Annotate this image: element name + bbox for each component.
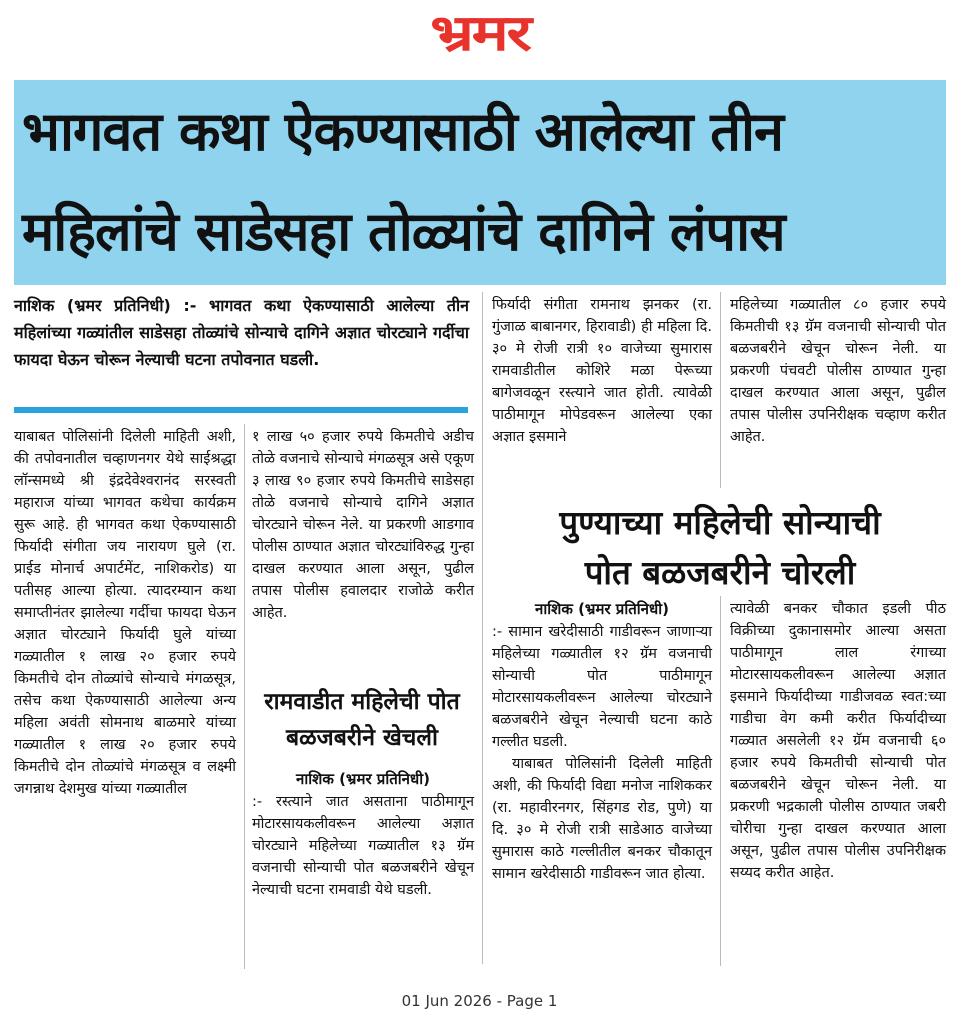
- article2-column-4: [730, 294, 946, 448]
- headline-banner: [14, 80, 946, 285]
- article1-column-2: [252, 426, 474, 624]
- article3-title-line-1: पुण्याच्या महिलेची सोन्याची: [559, 503, 881, 542]
- article3-col1b-text: याबाबत पोलिसांनी दिलेली माहिती अशी, की फिर्यादी विद्या मनोज नाशिककर (रा. महावीरनगर, सिंहगड रोड, पुणे) या दि. ३० मे रोजी रात्री साडेआठ वाजेच्या सुमारास काठे गल्लीतील बनकर चौकातून सामान खरेदीसाठी गाडीवरून जात होत्या.: [492, 756, 712, 882]
- column-rule: [720, 292, 721, 488]
- article2-column-3: [492, 294, 712, 448]
- article3-col2-text: त्यावेळी बनकर चौकात इडली पीठ विक्रीच्या दुकानासमोर आल्या असता पाठीमागून लाल रंगाच्या मोटारसायकलीवरून आलेल्या अज्ञात इसमाने फिर्यादीच्या गाडीजवळ स्वत:च्या गाडीचा वेग कमी करीत फिर्यादीच्या गळ्यात असलेली १२ ग्रॅम वजनाची ६० हजार रुपये किमतीची सोन्याची पोत बळजबरीने खेचून चोरून नेली. या प्रकरणी भद्रकाली पोलीस ठाण्यात जबरी चोरीचा गुन्हा दाखल करण्यात आला असून, पुढील तपास पोलीस उपनिरीक्षक सय्यद करीत आहेत.: [730, 601, 946, 881]
- article3-title: [480, 498, 959, 598]
- column-rule: [244, 424, 245, 969]
- article3-dateline: नाशिक (भ्रमर प्रतिनिधी): [535, 600, 669, 618]
- article2-lead-text: :- रस्त्याने जात असताना पाठीमागून मोटारसायकलीवरून आलेल्या अज्ञात चोरट्याने महिलेच्या गळ्यातील १३ ग्रॅम वजनाची सोन्याची पोत बळजबरीने खेचून नेल्याची घटना रामवाडी येथे घडली.: [252, 794, 474, 898]
- article3-title-line-2: पोत बळजबरीने चोरली: [584, 553, 856, 592]
- article3-col1-text: :- सामान खरेदीसाठी गाडीवरून जाणाऱ्या महिलेच्या गळ्यातील १२ ग्रॅम वजनाची सोन्याची पोत पाठीमागून मोटारसायकलीवरून आलेल्या चोरट्याने बळजबरीने खेचून नेल्याची घटना काठे गल्लीत घडली.: [492, 624, 712, 750]
- lead-paragraph: [14, 292, 469, 373]
- article1-col1-text: याबाबत पोलिसांनी दिलेली माहिती अशी, की तपोवनातील चव्हाणनगर येथे साईश्रद्धा लॉन्समध्ये श्री इंद्रदेवेश्वरानंद सरस्वती महाराज यांच्या भागवत कथेचा कार्यक्रम सुरू आहे. ही भागवत कथा ऐकण्यासाठी फिर्यादी संगीता जय नारायण घुले (रा. प्राईड मोनार्च अपार्टमेंट, नाशिकरोड) या पतीसह आल्या होत्या. त्यादरम्यान कथा समाप्तीनंतर झालेल्या गर्दीचा फायदा घेऊन अज्ञात चोरट्याने फिर्यादी घुले यांच्या गळ्यातील १ लाख २० हजार रुपये किमतीचे दोन तोळ्यांचे सोन्याचे मंगळसूत्र, तसेच कथा ऐकण्यासाठी आलेल्या अन्य महिला अवंती सोमनाथ बाळमारे यांच्या गळ्यातील १ लाख २० हजार रुपये किमतीचे दोन तोळ्यांचे मंगळसूत्र व लक्ष्मी जगन्नाथ देशमुख यांच्या गळ्यातील: [14, 429, 236, 797]
- article1-col2-text: १ लाख ५० हजार रुपये किमतीचे अडीच तोळे वजनाचे सोन्याचे मंगळसूत्र असे एकूण ३ लाख ९० हजार रुपये किमतीचे साडेसहा तोळे वजनाचे सोन्याचे दागिने अज्ञात चोरट्याने चोरून नेले. या प्रकरणी आडगाव पोलीस ठाण्यात अज्ञात चोरट्यांविरुद्ध गुन्हा दाखल करण्यात आला असून, पुढील तपास पोलीस हवालदार राजोळे करीत आहेत.: [252, 429, 474, 621]
- article3-column-2: [730, 598, 946, 884]
- article2-lead-column: [252, 768, 474, 901]
- column-rule: [482, 292, 483, 964]
- lead-dateline: नाशिक (भ्रमर प्रतिनिधी) :-: [14, 296, 197, 315]
- lead-text: भागवत कथा ऐकण्यासाठी आलेल्या तीन महिलांच्या गळ्यांतील साडेसहा तोळ्यांचे सोन्याचे दागिने अज्ञात चोरट्याने गर्दीचा फायदा घेऊन चोरून नेल्याची घटना तपोवनात घडली.: [14, 296, 469, 369]
- article1-column-1: [14, 426, 236, 800]
- article2-dateline: नाशिक (भ्रमर प्रतिनिधी): [296, 770, 430, 788]
- section-divider: [14, 407, 468, 413]
- article2-title: रामवाडीत महिलेची पोत बळजबरीने खेचली: [264, 689, 460, 751]
- masthead: [0, 0, 959, 72]
- headline-line-2: महिलांचे साडेसहा तोळ्यांचे दागिने लंपास: [22, 200, 785, 263]
- article2-col4-text: महिलेच्या गळ्यातील ८० हजार रुपये किमतीची १३ ग्रॅम वजनाची सोन्याची पोत बळजबरीने खेचून चोरून नेली. या प्रकरणी पंचवटी पोलीस ठाण्यात गुन्हा दाखल करण्यात आला असून, पुढील तपास पोलीस उपनिरीक्षक चव्हाण करीत आहेत.: [730, 297, 946, 445]
- article3-column-1: [492, 598, 712, 885]
- article2-col3-text: फिर्यादी संगीता रामनाथ झनकर (रा. गुंजाळ बाबानगर, हिरावाडी) ही महिला दि. ३० मे रोजी रात्री १० वाजेच्या सुमारास रामवाडीतील कोशिरे मळा पेरूच्या बागेजवळून रस्त्याने जात होती. त्यावेळी पाठीमागून मोपेडवरून आलेल्या एका अज्ञात इसमाने: [492, 297, 712, 445]
- masthead-logo: भ्रमर: [429, 4, 530, 62]
- page-footer: 01 Jun 2026 - Page 1: [401, 992, 558, 1010]
- headline-line-1: भागवत कथा ऐकण्यासाठी आलेल्या तीन: [22, 100, 783, 163]
- column-rule: [720, 596, 721, 966]
